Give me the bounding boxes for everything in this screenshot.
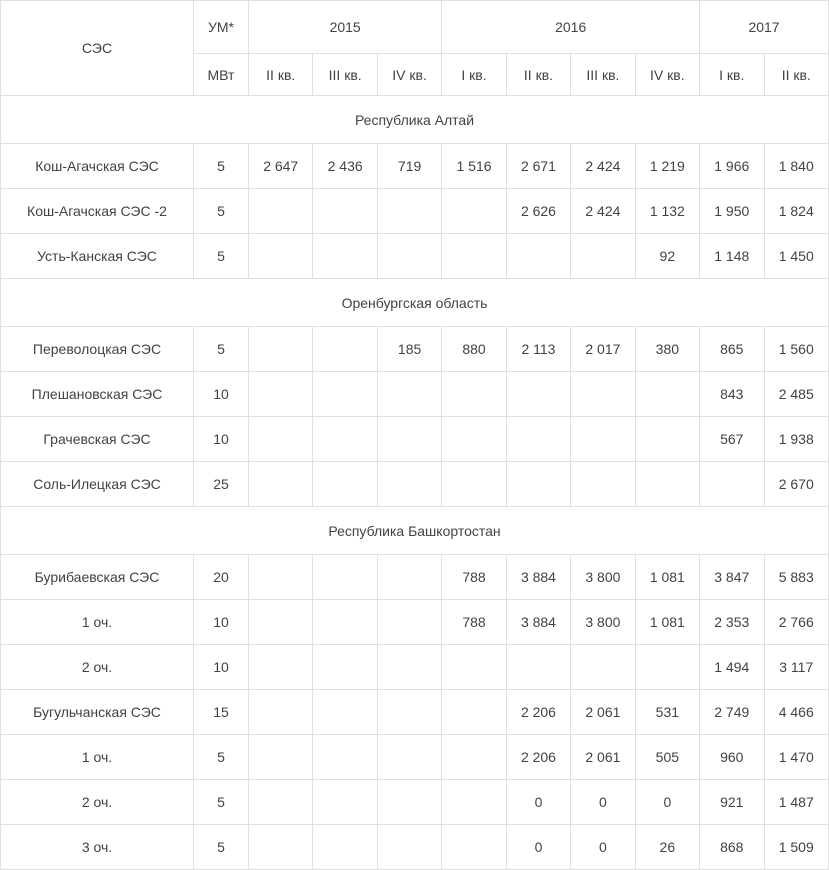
station-name-cell: Грачевская СЭС [1,417,194,462]
quarter-header: IV кв. [635,54,699,96]
value-cell: 1 966 [700,144,764,189]
value-cell [249,372,313,417]
value-cell: 2 749 [700,690,764,735]
value-cell [377,555,441,600]
value-cell: 2 061 [571,735,635,780]
quarter-header: II кв. [764,54,829,96]
station-name-cell: 3 оч. [1,825,194,870]
value-cell [442,372,506,417]
value-cell [571,372,635,417]
value-cell [442,825,506,870]
value-cell [571,417,635,462]
value-cell: 1 470 [764,735,829,780]
value-cell: 1 516 [442,144,506,189]
value-cell: 2 670 [764,462,829,507]
value-cell: 505 [635,735,699,780]
value-cell [249,600,313,645]
value-cell: 2 353 [700,600,764,645]
value-cell [571,462,635,507]
station-name-cell: Кош-Агачская СЭС [1,144,194,189]
station-name-cell: Переволоцкая СЭС [1,327,194,372]
value-cell: 0 [506,780,570,825]
value-cell [249,189,313,234]
value-cell [313,825,377,870]
quarter-header: III кв. [571,54,635,96]
value-cell: 2 017 [571,327,635,372]
station-name-cell: 2 оч. [1,780,194,825]
value-cell [442,645,506,690]
year-header-2016: 2016 [442,1,700,54]
capacity-cell: 5 [194,327,249,372]
value-cell [442,234,506,279]
value-cell [571,645,635,690]
section-row [1,507,829,555]
value-cell: 2 424 [571,144,635,189]
value-cell [249,690,313,735]
year-header-2015: 2015 [249,1,442,54]
value-cell [377,462,441,507]
table-row [1,735,829,780]
value-cell: 2 113 [506,327,570,372]
value-cell: 2 424 [571,189,635,234]
table-row [1,462,829,507]
quarter-header: I кв. [442,54,506,96]
column-header-capacity-unit: МВт [194,54,249,96]
capacity-cell: 10 [194,645,249,690]
quarter-header: II кв. [506,54,570,96]
value-cell: 3 847 [700,555,764,600]
value-cell [249,327,313,372]
value-cell [313,234,377,279]
value-cell [442,780,506,825]
table-header [1,1,829,96]
value-cell: 1 938 [764,417,829,462]
station-name-cell: Усть-Канская СЭС [1,234,194,279]
capacity-cell: 20 [194,555,249,600]
value-cell: 92 [635,234,699,279]
value-cell: 1 840 [764,144,829,189]
station-name-cell: Кош-Агачская СЭС -2 [1,189,194,234]
value-cell [442,189,506,234]
value-cell: 1 219 [635,144,699,189]
value-cell: 1 450 [764,234,829,279]
value-cell: 2 647 [249,144,313,189]
value-cell [377,645,441,690]
value-cell [313,555,377,600]
value-cell: 1 487 [764,780,829,825]
table-row [1,144,829,189]
station-name-cell: Бурибаевская СЭС [1,555,194,600]
value-cell [313,462,377,507]
value-cell: 1 494 [700,645,764,690]
value-cell: 1 081 [635,555,699,600]
value-cell: 843 [700,372,764,417]
value-cell: 2 626 [506,189,570,234]
value-cell: 1 560 [764,327,829,372]
value-cell: 567 [700,417,764,462]
value-cell [442,417,506,462]
value-cell: 0 [635,780,699,825]
station-name-cell: Бугульчанская СЭС [1,690,194,735]
capacity-cell: 10 [194,372,249,417]
value-cell: 880 [442,327,506,372]
station-name-cell: Соль-Илецкая СЭС [1,462,194,507]
value-cell [249,234,313,279]
station-name-cell: 1 оч. [1,600,194,645]
value-cell: 185 [377,327,441,372]
station-name-cell: Плешановская СЭС [1,372,194,417]
value-cell [377,417,441,462]
value-cell [313,372,377,417]
value-cell [506,645,570,690]
value-cell: 788 [442,555,506,600]
value-cell: 1 132 [635,189,699,234]
value-cell [313,417,377,462]
table-row [1,690,829,735]
table-row [1,372,829,417]
value-cell: 5 883 [764,555,829,600]
section-title: Республика Башкортостан [1,507,829,555]
table-row [1,555,829,600]
table-row [1,327,829,372]
section-title: Республика Алтай [1,96,829,144]
quarter-header: II кв. [249,54,313,96]
value-cell: 26 [635,825,699,870]
value-cell [377,189,441,234]
table-row [1,189,829,234]
table-row [1,600,829,645]
value-cell [571,234,635,279]
header-row-years [1,1,829,54]
quarter-header: III кв. [313,54,377,96]
value-cell: 3 117 [764,645,829,690]
value-cell: 531 [635,690,699,735]
value-cell [442,735,506,780]
value-cell: 4 466 [764,690,829,735]
value-cell [635,372,699,417]
value-cell [313,600,377,645]
value-cell: 1 950 [700,189,764,234]
value-cell: 0 [506,825,570,870]
value-cell: 2 766 [764,600,829,645]
station-name-cell: 1 оч. [1,735,194,780]
value-cell [506,234,570,279]
value-cell [313,780,377,825]
value-cell [377,825,441,870]
value-cell: 2 671 [506,144,570,189]
value-cell: 960 [700,735,764,780]
value-cell [377,690,441,735]
column-header-capacity-abbr: УМ* [194,1,249,54]
value-cell: 0 [571,780,635,825]
value-cell [313,645,377,690]
value-cell [442,462,506,507]
value-cell [506,462,570,507]
value-cell [313,735,377,780]
table-row [1,825,829,870]
value-cell [506,417,570,462]
value-cell [249,417,313,462]
value-cell [377,735,441,780]
value-cell: 2 485 [764,372,829,417]
value-cell [313,327,377,372]
capacity-cell: 5 [194,825,249,870]
value-cell: 3 884 [506,600,570,645]
capacity-cell: 10 [194,417,249,462]
value-cell: 3 800 [571,600,635,645]
value-cell: 2 206 [506,735,570,780]
capacity-cell: 5 [194,234,249,279]
section-title: Оренбургская область [1,279,829,327]
value-cell: 868 [700,825,764,870]
value-cell: 1 148 [700,234,764,279]
value-cell [442,690,506,735]
value-cell [249,645,313,690]
value-cell [377,372,441,417]
value-cell [313,189,377,234]
value-cell [377,780,441,825]
value-cell: 788 [442,600,506,645]
table-body [1,96,829,870]
value-cell: 865 [700,327,764,372]
value-cell: 921 [700,780,764,825]
value-cell [313,690,377,735]
value-cell: 719 [377,144,441,189]
section-row [1,96,829,144]
capacity-cell: 25 [194,462,249,507]
capacity-cell: 15 [194,690,249,735]
table-row [1,234,829,279]
capacity-cell: 5 [194,189,249,234]
value-cell: 1 081 [635,600,699,645]
value-cell: 3 884 [506,555,570,600]
section-row [1,279,829,327]
value-cell [249,462,313,507]
value-cell [249,735,313,780]
value-cell [249,825,313,870]
value-cell [249,555,313,600]
quarter-header: IV кв. [377,54,441,96]
value-cell [249,780,313,825]
value-cell: 1 509 [764,825,829,870]
table-row [1,645,829,690]
value-cell: 1 824 [764,189,829,234]
value-cell [635,645,699,690]
value-cell [377,234,441,279]
capacity-cell: 5 [194,780,249,825]
capacity-cell: 5 [194,735,249,780]
value-cell: 3 800 [571,555,635,600]
year-header-2017: 2017 [700,1,829,54]
value-cell [700,462,764,507]
value-cell: 380 [635,327,699,372]
value-cell: 2 206 [506,690,570,735]
value-cell: 2 061 [571,690,635,735]
value-cell [635,417,699,462]
capacity-cell: 5 [194,144,249,189]
quarter-header: I кв. [700,54,764,96]
column-header-station: СЭС [1,1,194,96]
value-cell [635,462,699,507]
station-name-cell: 2 оч. [1,645,194,690]
table-row [1,417,829,462]
value-cell [506,372,570,417]
table-row [1,780,829,825]
value-cell: 2 436 [313,144,377,189]
value-cell: 0 [571,825,635,870]
capacity-cell: 10 [194,600,249,645]
value-cell [377,600,441,645]
